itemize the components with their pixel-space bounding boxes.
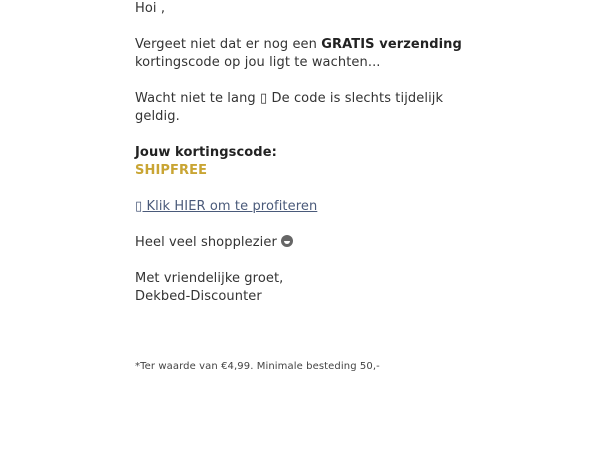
greeting: Hoi , — [135, 1, 166, 16]
signoff: Met vriendelijke groet, — [135, 271, 284, 286]
reminder-prefix: Vergeet niet dat er nog een — [135, 37, 322, 52]
urgency-paragraph: Wacht niet te lang ▯ De code is slechts tijdelijk geldig. — [135, 91, 444, 124]
cta-block — [135, 198, 317, 216]
code-block — [135, 144, 277, 180]
cta-link[interactable]: ▯ Klik HIER om te profiteren — [135, 199, 318, 214]
closing-text: Heel veel shopplezier — [135, 235, 277, 250]
grinning-face-icon — [281, 235, 293, 247]
discount-code: SHIPFREE — [135, 163, 208, 178]
footnote: *Ter waarde van €4,99. Minimale besteding 50,- — [135, 361, 380, 372]
reminder-suffix: kortingscode op jou ligt te wachten... — [135, 55, 381, 70]
signoff-block — [135, 270, 283, 306]
reminder-paragraph — [135, 36, 465, 72]
reminder-bold: GRATIS verzending — [321, 37, 462, 52]
closing-line — [135, 234, 293, 252]
sender-name: Dekbed-Discounter — [135, 289, 262, 304]
code-label: Jouw kortingscode: — [135, 145, 277, 160]
